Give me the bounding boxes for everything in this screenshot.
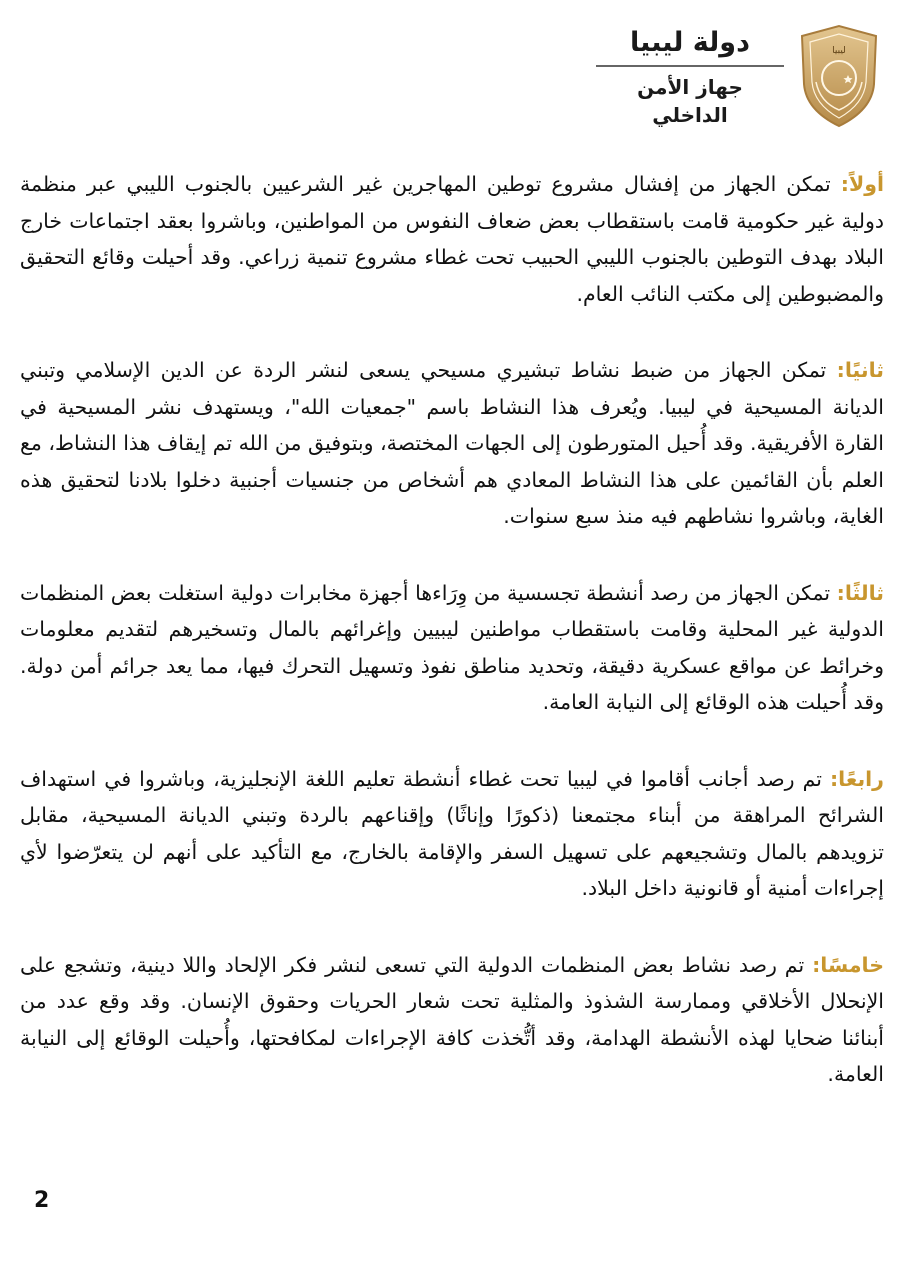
paragraph-text: تمكن الجهاز من إفشال مشروع توطين المهاجرين غير الشرعيين بالجنوب الليبي عبر منظمة دولية غير حكومية قامت باستقطاب بعض ضعاف النفوس من المواطنين، وباشروا بعقد اجتماعات خارج البلاد بهدف التوطين بالجنوب الليبي الحبيب تحت غطاء مشروع تنمية زراعي. وقد أحيلت وقائع التحقيق والمضبوطين إلى مكتب النائب العام. xyxy=(20,172,884,306)
document-header xyxy=(596,22,884,130)
page-number: 2 xyxy=(34,1188,50,1213)
paragraph-fourth xyxy=(20,761,884,907)
paragraph-label: ثالثًا: xyxy=(836,580,884,605)
state-name: دولة ليبيا xyxy=(630,27,750,58)
paragraph-text: تمكن الجهاز من ضبط نشاط تبشيري مسيحي يسعى لنشر الردة عن الدين الإسلامي وتبني الديانة المسيحية في ليبيا. ويُعرف هذا النشاط باسم "جمعيات الله"، ويستهدف نشر المسيحية في القارة الأفريقية. وقد أُحيل المتورطون إلى الجهات المختصة، وبتوفيق من الله تم إيقاف هذا النشاط، مع العلم بأن القائمين على هذا النشاط المعادي هم أشخاص من جنسيات أجنبية دخلوا بلادنا لتحقيق هذه الغاية، وباشروا نشاطهم فيه منذ سبع سنوات. xyxy=(20,358,884,528)
header-text-block xyxy=(596,23,784,129)
emblem-text: ليبيا xyxy=(832,46,846,56)
document-body xyxy=(20,166,884,1133)
paragraph-label: رابعًا: xyxy=(829,766,884,791)
header-divider xyxy=(596,65,784,67)
paragraph-label: ثانيًا: xyxy=(836,358,884,382)
paragraph-text: تمكن الجهاز من رصد أنشطة تجسسية من وِرَاءها أجهزة مخابرات دولية استغلت بعض المنظمات الدولية غير المحلية وقامت باستقطاب مواطنين ليبيين وإغرائهم بالمال وتسخيرهم لتقديم معلومات وخرائط عن مواقع عسكرية دقيقة، وتحديد مناطق نفوذ وتسهيل التحرك فيها، مما يعد جرائم أمن دولة. وقد أُحيلت هذه الوقائع إلى النيابة العامة. xyxy=(20,580,884,714)
paragraph-second xyxy=(20,352,884,535)
agency-name: جهاز الأمن الداخلي xyxy=(637,75,743,127)
security-shield-emblem-icon xyxy=(794,22,884,130)
paragraph-label: أولاً: xyxy=(840,172,884,196)
paragraph-third xyxy=(20,575,884,721)
paragraph-text: تم رصد أجانب أقاموا في ليبيا تحت غطاء أنشطة تعليم اللغة الإنجليزية، وباشروا في استهداف الشرائح المراهقة من أبناء مجتمعنا (ذكورًا وإناثًا) وإقناعهم بالردة وتبني الديانة المسيحية، مقابل تزويدهم بالمال وتشجيعهم على تسهيل السفر والإقامة بالخارج، مع التأكيد على أنهم لن يتعرّضوا لأي إجراءات أمنية أو قانونية داخل البلاد. xyxy=(20,766,884,900)
paragraph-label: خامسًا: xyxy=(812,952,884,977)
paragraph-fifth xyxy=(20,947,884,1093)
paragraph-text: تم رصد نشاط بعض المنظمات الدولية التي تسعى لنشر فكر الإلحاد واللا دينية، وتشجع على الإنحلال الأخلاقي وممارسة الشذوذ والمثلية تحت شعار الحريات وحقوق الإنسان. وقد وقع عدد من أبنائنا ضحايا لهذه الأنشطة الهدامة، وقد أتُّخذت كافة الإجراءات لمكافحتها، وأُحيلت الوقائع إلى النيابة العامة. xyxy=(20,952,884,1086)
paragraph-first xyxy=(20,166,884,312)
